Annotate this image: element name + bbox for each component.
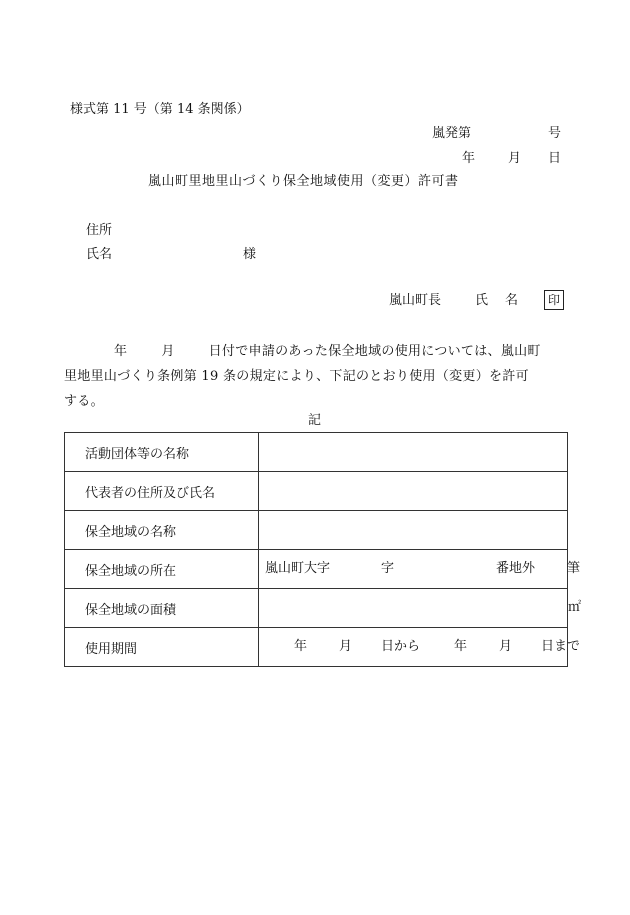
row-label: 保全地域の所在 [65,550,259,589]
area-unit: ㎡ [568,600,582,615]
recipient-address-label: 住所 [86,223,113,238]
period-to-day: 日まで [541,639,581,654]
form-number: 様式第 11 号（第 14 条関係） [70,102,250,117]
body-month: 月 [161,344,175,359]
body-text [64,339,564,414]
row-label: 使用期間 [65,628,259,667]
issue-date-day: 日 [548,151,562,166]
period-to-year: 年 [454,639,468,654]
row-label: 保全地域の面積 [65,589,259,628]
location-hitsu: 筆 [567,561,581,576]
body-line-1 [64,339,564,364]
issuer-name-label-2: 名 [505,293,519,308]
table-row [65,628,568,667]
table-row [65,433,568,472]
location-value[interactable] [259,550,581,589]
ki-heading: 記 [308,413,322,428]
location-aza: 字 [381,561,395,576]
period-from-day: 日から [381,639,421,654]
table-row [65,511,568,550]
body-line-3: する。 [64,394,104,409]
row-value[interactable] [259,511,568,550]
permit-details-table [64,432,582,667]
issue-date-month: 月 [508,151,522,166]
body-line1-rest: 日付で申請のあった保全地域の使用については、嵐山町 [208,344,541,359]
recipient-name-label: 氏名 [86,247,113,262]
period-from-month: 月 [339,639,353,654]
row-label: 代表者の住所及び氏名 [65,472,259,511]
seal-stamp-box: 印 [544,290,564,310]
table-row [65,589,568,628]
period-to-month: 月 [499,639,513,654]
location-banchi: 番地外 [496,561,536,576]
issue-date-year: 年 [462,151,476,166]
issuer-title: 嵐山町長 [389,293,442,308]
table-row [65,472,568,511]
area-value[interactable] [259,589,582,628]
row-value[interactable] [259,433,568,472]
period-from-year: 年 [294,639,308,654]
issuer-name-label-1: 氏 [475,293,489,308]
table-row [65,550,568,589]
body-year: 年 [114,344,128,359]
row-value[interactable] [259,472,568,511]
row-label: 保全地域の名称 [65,511,259,550]
document-number-prefix: 嵐発第 [432,126,472,141]
body-line-2: 里地里山づくり条例第 19 条の規定により、下記のとおり使用（変更）を許可 [64,369,529,384]
document-title: 嵐山町里地里山づくり保全地域使用（変更）許可書 [148,174,459,189]
recipient-honorific: 様 [243,247,257,262]
location-town: 嵐山町大字 [265,561,331,576]
row-label: 活動団体等の名称 [65,433,259,472]
document-number-suffix: 号 [548,126,562,141]
period-value[interactable] [259,628,581,667]
